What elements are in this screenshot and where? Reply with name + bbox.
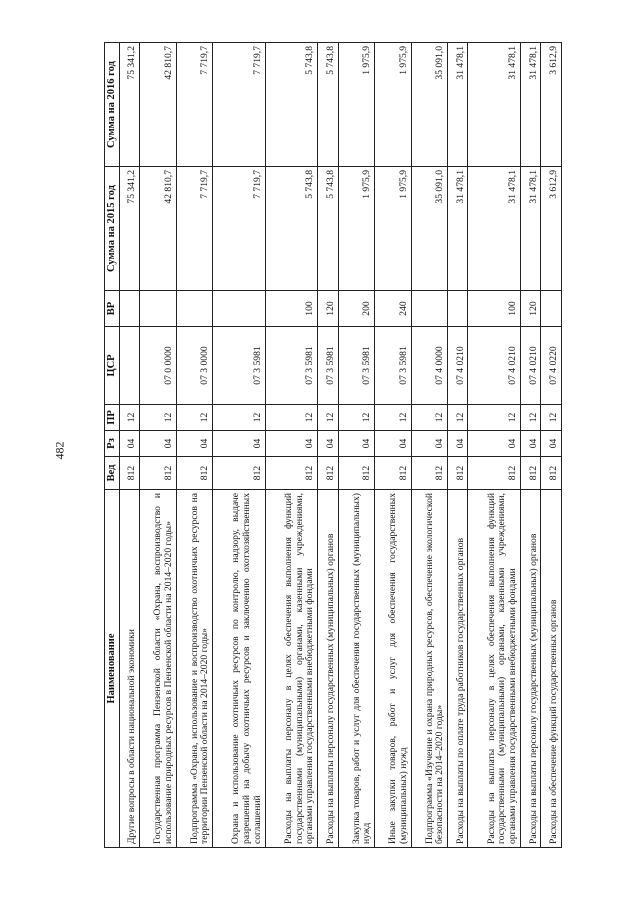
- header-sum-2015: Сумма на 2015 год: [105, 167, 120, 291]
- row-name-cell: Другие вопросы в области национальной экономики: [119, 490, 139, 848]
- row-ved-cell: 812: [176, 457, 212, 490]
- table-row: [520, 43, 540, 848]
- row-vr-cell: 120: [520, 291, 540, 327]
- row-vr-cell: [140, 291, 176, 327]
- row-csr-cell: 07 3 5981: [213, 327, 265, 405]
- table-row: [213, 43, 265, 848]
- row-sum-2015-cell: 1 975,9: [338, 167, 374, 291]
- header-sum-2016: Сумма на 2016 год: [105, 43, 120, 167]
- row-rz-cell: 04: [520, 431, 540, 457]
- row-pr-cell: 12: [520, 405, 540, 431]
- row-pr-cell: 12: [411, 405, 447, 431]
- row-sum-2015-cell: 7 719,7: [213, 167, 265, 291]
- row-sum-2016-cell: 31 478,1: [468, 43, 520, 167]
- row-pr-cell: 12: [213, 405, 265, 431]
- row-ved-cell: 812: [213, 457, 265, 490]
- row-pr-cell: 12: [338, 405, 374, 431]
- row-vr-cell: [213, 291, 265, 327]
- row-csr-cell: 07 3 5981: [375, 327, 411, 405]
- row-rz-cell: 04: [541, 431, 562, 457]
- row-sum-2015-cell: 7 719,7: [176, 167, 212, 291]
- header-csr: ЦСР: [105, 327, 120, 405]
- row-ved-cell: 812: [140, 457, 176, 490]
- row-rz-cell: 04: [265, 431, 317, 457]
- row-csr-cell: 07 4 0000: [411, 327, 447, 405]
- row-vr-cell: [176, 291, 212, 327]
- row-ved-cell: 812: [338, 457, 374, 490]
- row-sum-2016-cell: 31 478,1: [520, 43, 540, 167]
- row-pr-cell: 12: [265, 405, 317, 431]
- row-sum-2016-cell: 31 478,1: [448, 43, 468, 167]
- row-rz-cell: 04: [176, 431, 212, 457]
- header-name: Наименование: [105, 490, 120, 848]
- row-ved-cell: 812: [448, 457, 468, 490]
- row-name-cell: Иные закупки товаров, работ и услуг для обеспечения государственных (муниципальных) нужд: [375, 490, 411, 848]
- row-name-cell: Расходы на выплаты персоналу государственных (муниципальных) органов: [520, 490, 540, 848]
- row-sum-2015-cell: 5 743,8: [265, 167, 317, 291]
- row-pr-cell: 12: [448, 405, 468, 431]
- row-csr-cell: 07 3 0000: [176, 327, 212, 405]
- row-ved-cell: 812: [520, 457, 540, 490]
- row-sum-2015-cell: 42 810,7: [140, 167, 176, 291]
- row-rz-cell: 04: [119, 431, 139, 457]
- table-row: [265, 43, 317, 848]
- row-vr-cell: 240: [375, 291, 411, 327]
- row-vr-cell: 200: [338, 291, 374, 327]
- page-number: 482: [52, 441, 67, 460]
- row-rz-cell: 04: [140, 431, 176, 457]
- row-name-cell: Расходы на выплаты персоналу государственных (муниципальных) органов: [318, 490, 338, 848]
- row-ved-cell: 812: [375, 457, 411, 490]
- row-ved-cell: 812: [119, 457, 139, 490]
- table-row: [338, 43, 374, 848]
- table-row: [119, 43, 139, 848]
- row-pr-cell: 12: [541, 405, 562, 431]
- row-rz-cell: 04: [411, 431, 447, 457]
- row-rz-cell: 04: [318, 431, 338, 457]
- row-pr-cell: 12: [318, 405, 338, 431]
- row-name-cell: Подпрограмма «Охрана, использование и воспроизводство охотничьих ресурсов на территории Пензенской области на 2014–2020 годы»: [176, 490, 212, 848]
- row-vr-cell: [411, 291, 447, 327]
- row-sum-2016-cell: 5 743,8: [265, 43, 317, 167]
- row-name-cell: Расходы на выплаты персоналу в целях обеспечения выполнения функций государственными (муниципальными) органами, казенными учреждениями, органами управления государственными внебюджетными фондами: [265, 490, 317, 848]
- row-csr-cell: 07 0 0000: [140, 327, 176, 405]
- row-ved-cell: 812: [468, 457, 520, 490]
- row-sum-2015-cell: 35 091,0: [411, 167, 447, 291]
- row-name-cell: Подпрограмма «Изучение и охрана природных ресурсов, обеспечение экологической безопасности на 2014–2020 годы»: [411, 490, 447, 848]
- row-rz-cell: 04: [375, 431, 411, 457]
- header-ved: Вед: [105, 457, 120, 490]
- row-sum-2015-cell: 75 341,2: [119, 167, 139, 291]
- row-pr-cell: 12: [375, 405, 411, 431]
- row-sum-2016-cell: 5 743,8: [318, 43, 338, 167]
- row-rz-cell: 04: [448, 431, 468, 457]
- table-row: [468, 43, 520, 848]
- row-pr-cell: 12: [140, 405, 176, 431]
- row-sum-2016-cell: 75 341,2: [119, 43, 139, 167]
- table-row: [411, 43, 447, 848]
- row-csr-cell: 07 4 0210: [468, 327, 520, 405]
- budget-table: [104, 42, 562, 848]
- row-sum-2016-cell: 3 612,9: [541, 43, 562, 167]
- row-sum-2015-cell: 31 478,1: [468, 167, 520, 291]
- row-rz-cell: 04: [338, 431, 374, 457]
- table-row: [448, 43, 468, 848]
- table-row: [176, 43, 212, 848]
- row-sum-2015-cell: 3 612,9: [541, 167, 562, 291]
- row-sum-2015-cell: 5 743,8: [318, 167, 338, 291]
- table-row: [541, 43, 562, 848]
- table-row: [140, 43, 176, 848]
- row-name-cell: Расходы на выплаты персоналу в целях обеспечения выполнения функций государственными (муниципальными) органами, казенными учреждениями, органами управления государственными внебюджетными фондами: [468, 490, 520, 848]
- header-pr: ПР: [105, 405, 120, 431]
- row-pr-cell: 12: [468, 405, 520, 431]
- row-csr-cell: 07 3 5981: [265, 327, 317, 405]
- row-sum-2016-cell: 42 810,7: [140, 43, 176, 167]
- row-sum-2016-cell: 1 975,9: [375, 43, 411, 167]
- row-sum-2016-cell: 35 091,0: [411, 43, 447, 167]
- header-rz: Рз: [105, 431, 120, 457]
- table-header-row: [105, 43, 120, 848]
- row-csr-cell: 07 3 5981: [318, 327, 338, 405]
- row-vr-cell: [541, 291, 562, 327]
- row-vr-cell: 120: [318, 291, 338, 327]
- row-vr-cell: [448, 291, 468, 327]
- row-ved-cell: 812: [265, 457, 317, 490]
- row-ved-cell: 812: [411, 457, 447, 490]
- row-sum-2015-cell: 1 975,9: [375, 167, 411, 291]
- row-csr-cell: 07 3 5981: [338, 327, 374, 405]
- row-vr-cell: [119, 291, 139, 327]
- row-csr-cell: 07 4 0210: [448, 327, 468, 405]
- table-body: [119, 43, 561, 848]
- row-rz-cell: 04: [213, 431, 265, 457]
- row-vr-cell: 100: [265, 291, 317, 327]
- row-sum-2015-cell: 31 478,1: [448, 167, 468, 291]
- row-ved-cell: 812: [318, 457, 338, 490]
- row-name-cell: Закупка товаров, работ и услуг для обеспечения государственных (муниципальных) нужд: [338, 490, 374, 848]
- row-sum-2016-cell: 7 719,7: [213, 43, 265, 167]
- row-pr-cell: 12: [176, 405, 212, 431]
- row-name-cell: Охрана и использование охотничьих ресурсов по контролю, надзору, выдаче разрешений на добычу охотничьих ресурсов и заключению охотхозяйственных соглашений: [213, 490, 265, 848]
- row-vr-cell: 100: [468, 291, 520, 327]
- table-row: [318, 43, 338, 848]
- row-sum-2015-cell: 31 478,1: [520, 167, 540, 291]
- row-pr-cell: 12: [119, 405, 139, 431]
- row-csr-cell: [119, 327, 139, 405]
- row-csr-cell: 07 4 0210: [520, 327, 540, 405]
- header-vr: ВР: [105, 291, 120, 327]
- rotated-table-wrapper: [104, 43, 562, 848]
- row-name-cell: Расходы на обеспечение функций государственных органов: [541, 490, 562, 848]
- row-name-cell: Расходы на выплаты по оплате труда работников государственных органов: [448, 490, 468, 848]
- row-sum-2016-cell: 1 975,9: [338, 43, 374, 167]
- row-rz-cell: 04: [468, 431, 520, 457]
- table-row: [375, 43, 411, 848]
- row-name-cell: Государственная программа Пензенской области «Охрана, воспроизводство и использование природных ресурсов в Пензенской области на 2014–2020 годы»: [140, 490, 176, 848]
- row-sum-2016-cell: 7 719,7: [176, 43, 212, 167]
- row-csr-cell: 07 4 0220: [541, 327, 562, 405]
- row-ved-cell: 812: [541, 457, 562, 490]
